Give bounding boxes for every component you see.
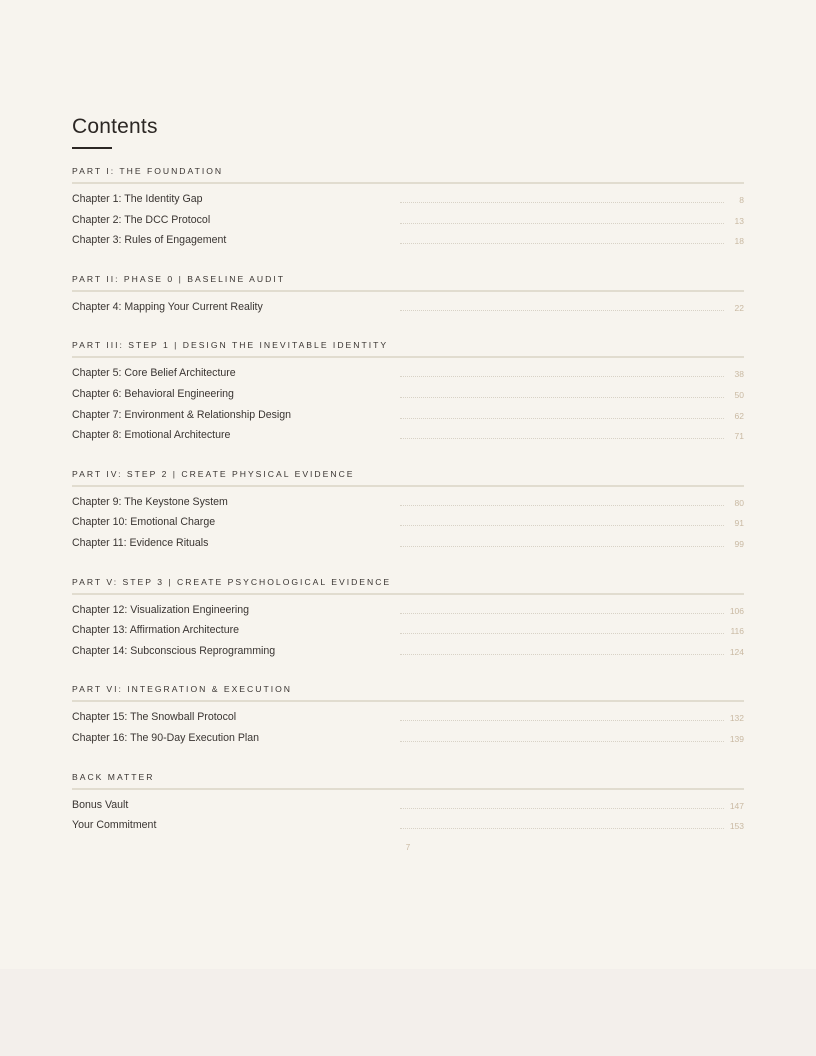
toc-part [72,165,744,253]
toc-entry[interactable] [72,622,744,643]
toc-entry[interactable] [72,643,744,664]
entry-title: Your Commitment [72,819,157,832]
dot-leader [400,310,724,311]
entry-title: Chapter 7: Environment & Relationship Design [72,408,292,421]
dot-leader [400,828,724,829]
dot-leader [400,546,724,547]
toc-entry[interactable] [72,386,744,407]
toc-entry[interactable] [72,797,744,818]
entry-page-number: 124 [729,646,744,657]
entry-page-number: 116 [730,626,744,637]
entry-page-number: 80 [734,497,744,508]
entry-title: Chapter 11: Evidence Rituals [72,536,209,549]
toc-entry[interactable] [72,535,744,556]
entry-title: Chapter 5: Core Belief Architecture [72,367,236,380]
entry-title: Chapter 9: The Keystone System [72,495,228,508]
entry-page-number: 132 [729,713,744,724]
dot-leader [400,243,724,244]
entry-page-number: 106 [729,605,744,616]
toc-part [72,683,744,750]
dot-leader [400,654,724,655]
toc-parts [72,165,744,838]
entry-title: Chapter 8: Emotional Architecture [72,429,231,442]
part-heading: PART V: STEP 3 | CREATE PSYCHOLOGICAL EVIDENCE [72,576,744,595]
entry-title: Chapter 14: Subconscious Reprogramming [72,644,276,657]
toc-entry[interactable] [72,514,744,535]
dot-leader [400,223,724,224]
entry-page-number: 50 [734,389,744,400]
entry-page-number: 62 [734,410,744,421]
toc-entry[interactable] [72,494,744,515]
entry-title: Chapter 13: Affirmation Architecture [72,624,240,637]
dot-leader [400,633,724,634]
entry-title: Chapter 3: Rules of Engagement [72,234,227,247]
toc-part [72,273,744,320]
entry-title: Chapter 6: Behavioral Engineering [72,387,234,400]
entry-title: Chapter 15: The Snowball Protocol [72,711,237,724]
entry-page-number: 13 [734,215,744,226]
toc-entry[interactable] [72,365,744,386]
entry-title: Chapter 16: The 90-Day Execution Plan [72,731,260,744]
part-heading: PART III: STEP 1 | DESIGN THE INEVITABLE IDENTITY [72,339,744,358]
dot-leader [400,397,724,398]
part-heading: PART II: PHASE 0 | BASELINE AUDIT [72,273,744,292]
toc-entry[interactable] [72,191,744,212]
toc-part [72,468,744,556]
entry-page-number: 8 [739,195,744,205]
entry-page-number: 153 [729,821,744,832]
dot-leader [400,720,724,721]
entry-page-number: 18 [734,236,744,247]
dot-leader [400,202,724,203]
part-heading: PART IV: STEP 2 | CREATE PHYSICAL EVIDENCE [72,468,744,487]
dot-leader [400,376,724,377]
entry-page-number: 22 [734,302,744,313]
toc-entry[interactable] [72,212,744,233]
toc-entry[interactable] [72,730,744,751]
part-heading: BACK MATTER [72,771,744,790]
entry-title: Chapter 12: Visualization Engineering [72,603,250,616]
toc-entry[interactable] [72,602,744,623]
entry-title: Chapter 10: Emotional Charge [72,516,216,529]
part-heading: PART I: THE FOUNDATION [72,165,744,184]
entry-page-number: 38 [734,369,744,380]
entry-page-number: 91 [734,518,744,529]
toc-part [72,576,744,664]
page-title: Contents [72,115,158,138]
dot-leader [400,525,724,526]
dot-leader [400,505,724,506]
entry-page-number: 71 [734,431,744,442]
entry-title: Chapter 1: The Identity Gap [72,193,203,205]
dot-leader [400,613,724,614]
table-of-contents [72,113,744,858]
entry-title: Chapter 2: The DCC Protocol [72,213,211,226]
entry-title: Bonus Vault [72,798,129,811]
dot-leader [400,418,724,419]
toc-entry[interactable] [72,299,744,320]
toc-entry[interactable] [72,232,744,253]
entry-page-number: 99 [734,538,744,549]
toc-part [72,339,744,447]
entry-title: Chapter 4: Mapping Your Current Reality [72,300,263,313]
toc-entry[interactable] [72,709,744,730]
page-number: 7 [405,843,411,852]
toc-entry[interactable] [72,407,744,428]
dot-leader [400,438,724,439]
dot-leader [400,808,724,809]
title-underline [72,147,112,149]
entry-page-number: 139 [729,733,744,744]
toc-entry[interactable] [72,817,744,838]
toc-part [72,771,744,838]
part-heading: PART VI: INTEGRATION & EXECUTION [72,683,744,702]
dot-leader [400,741,724,742]
entry-page-number: 147 [729,800,744,811]
toc-entry[interactable] [72,427,744,448]
